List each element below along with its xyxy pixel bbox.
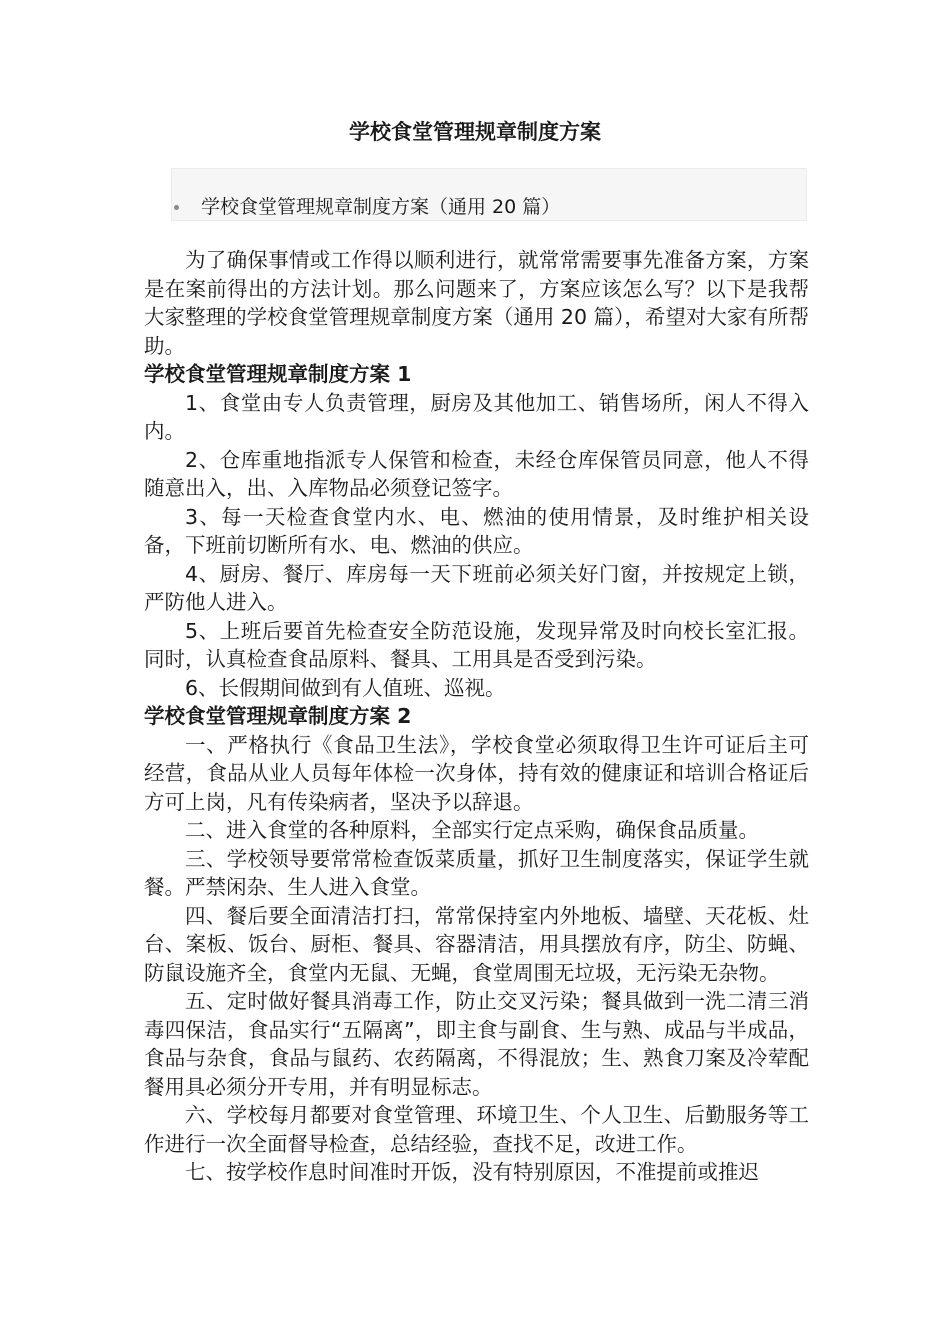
- paragraph: 4、厨房、餐厅、库房每一天下班前必须关好门窗，并按规定上锁，严防他人进入。: [144, 561, 809, 614]
- paragraph: 四、餐后要全面清洁打扫，常常保持室内外地板、墙壁、天花板、灶台、案板、饭台、厨柜、餐具、容器清洁，用具摆放有序，防尘、防蝇、防鼠设施齐全，食堂内无鼠、无蝇，食堂周围无垃圾，无污染无杂物。: [144, 903, 809, 985]
- paragraph: 6、长假期间做到有人值班、巡视。: [185, 675, 506, 700]
- paragraph: 1、食堂由专人负责管理，厨房及其他加工、销售场所，闲人不得入内。: [144, 390, 809, 443]
- section-heading: 学校食堂管理规章制度方案 1: [144, 362, 412, 386]
- paragraph: 六、学校每月都要对食堂管理、环境卫生、个人卫生、后勤服务等工作进行一次全面督导检查，总结经验，查找不足，改进工作。: [144, 1103, 809, 1156]
- paragraph: 一、严格执行《食品卫生法》，学校食堂必须取得卫生许可证后主可经营，食品从业人员每年体检一次身体，持有效的健康证和培训合格证后方可上岗，凡有传染病者，坚决予以辞退。: [144, 732, 809, 814]
- paragraph: 3、每一天检查食堂内水、电、燃油的使用情景，及时维护相关设备，下班前切断所有水、电、燃油的供应。: [144, 504, 809, 557]
- paragraph: 七、按学校作息时间准时开饭，没有特别原因，不准提前或推迟: [185, 1160, 759, 1184]
- paragraph: 5、上班后要首先检查安全防范设施，发现异常及时向校长室汇报。同时，认真检查食品原料、餐具、工用具是否受到污染。: [144, 618, 809, 671]
- bullet-icon: [174, 205, 179, 210]
- document-title: 学校食堂管理规章制度方案: [349, 120, 601, 144]
- document-body: [144, 246, 809, 1187]
- section-heading: 学校食堂管理规章制度方案 2: [144, 704, 412, 728]
- paragraph: 二、进入食堂的各种原料，全部实行定点采购，确保食品质量。: [185, 818, 759, 842]
- toc-item[interactable]: [172, 194, 560, 220]
- intro-paragraph: 为了确保事情或工作得以顺利进行，就常常需要事先准备方案，方案是在案前得出的方法计划。那么问题来了，方案应该怎么写？以下是我帮大家整理的学校食堂管理规章制度方案（通用 20 篇），希望对大家有所帮助。: [144, 248, 809, 358]
- paragraph: 2、仓库重地指派专人保管和检查，未经仓库保管员同意，他人不得随意出入，出、入库物品必须登记签字。: [144, 447, 809, 500]
- toc-item-label: 学校食堂管理规章制度方案（通用 20 篇）: [201, 196, 561, 218]
- paragraph: 三、学校领导要常常检查饭菜质量，抓好卫生制度落实，保证学生就餐。严禁闲杂、生人进入食堂。: [144, 846, 809, 899]
- paragraph: 五、定时做好餐具消毒工作，防止交叉污染；餐具做到一洗二清三消毒四保洁，食品实行“五隔离”，即主食与副食、生与熟、成品与半成品，食品与杂食，食品与鼠药、农药隔离，不得混放；生、熟食刀案及冷荤配餐用具必须分开专用，并有明显标志。: [144, 989, 809, 1099]
- table-of-contents: [171, 168, 807, 221]
